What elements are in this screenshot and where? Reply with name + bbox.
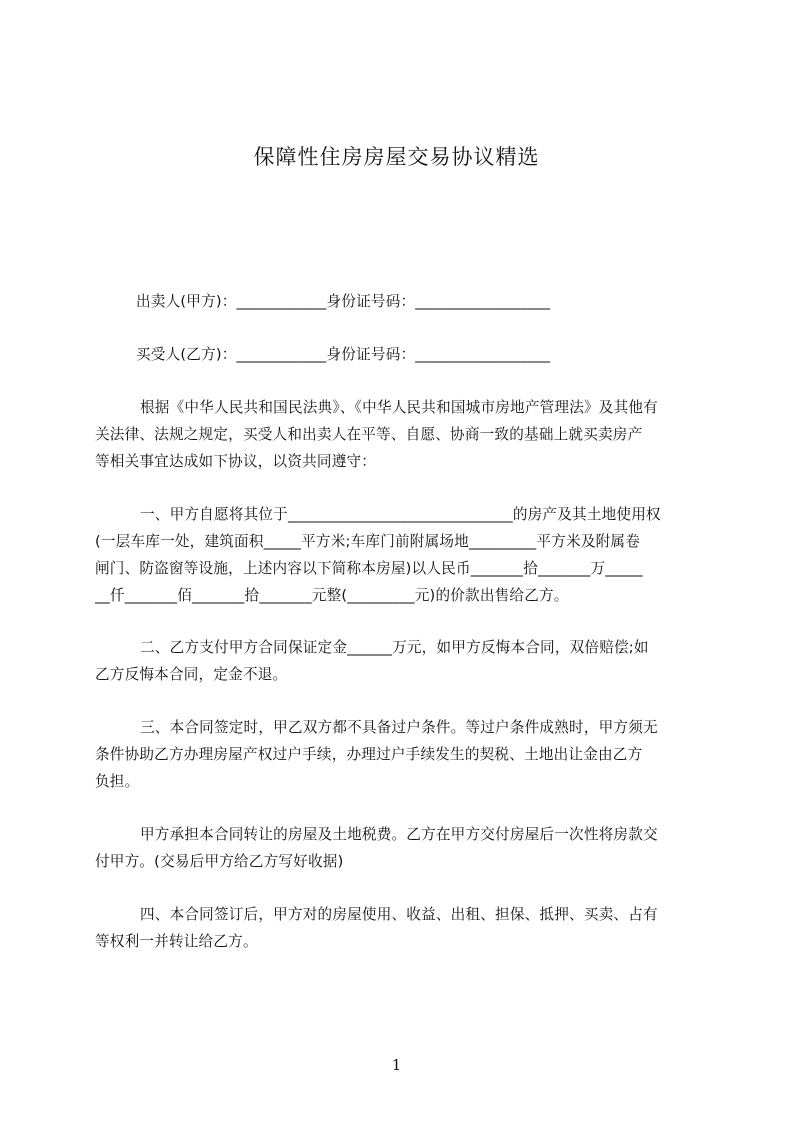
clause-2-line-2: 乙方反悔本合同，定金不退。 <box>95 666 288 683</box>
clause-2-line-1: 二、乙方支付甲方合同保证定金______万元，如甲方反悔本合同，双倍赔偿;如 <box>140 639 649 656</box>
clause-3-line-3: 负担。 <box>95 773 140 790</box>
preamble-line-2: 关法律、法规之规定，买受人和出卖人在平等、自愿、协商一致的基础上就买卖房产 <box>95 426 643 443</box>
clause-1-line-1: 一、甲方自愿将其位于______________________________的房产及其土地使用权 <box>140 506 661 523</box>
clause-3-line-1: 三、本合同签定时，甲乙双方都不具备过户条件。等过户条件成熟时，甲方须无 <box>140 719 658 736</box>
clause-1-line-3: 闸门、防盗窗等设施，上述内容以下简称本房屋)以人民币_______拾_______万_____ <box>95 560 643 577</box>
tax-clause-line-2: 付甲方。(交易后甲方给乙方写好收据) <box>95 853 344 870</box>
page-number: 1 <box>391 1056 402 1074</box>
preamble-line-1: 根据《中华人民共和国民法典》、《中华人民共和国城市房地产管理法》及其他有 <box>140 399 658 416</box>
tax-clause-line-1: 甲方承担本合同转让的房屋及土地税费。乙方在甲方交付房屋后一次性将房款交 <box>140 826 658 843</box>
clause-4-line-2: 等权利一并转让给乙方。 <box>95 933 258 950</box>
clause-1-line-4: __仟_______佰_______拾_______元整(_________元)的价款出售给乙方。 <box>95 587 569 604</box>
seller-line: 出卖人(甲方)：____________身份证号码：__________________ <box>136 293 551 310</box>
clause-3-line-2: 条件协助乙方办理房屋产权过户手续，办理过户手续发生的契税、土地出让金由乙方 <box>95 746 643 763</box>
preamble-line-3: 等相关事宜达成如下协议，以资共同遵守： <box>95 453 377 470</box>
clause-4-line-1: 四、本合同签订后，甲方对的房屋使用、收益、出租、担保、抵押、买卖、占有 <box>140 906 658 923</box>
document-title: 保障性住房房屋交易协议精选 <box>253 145 540 169</box>
buyer-line: 买受人(乙方)：____________身份证号码：__________________ <box>136 346 551 363</box>
clause-1-line-2: (一层车库一处，建筑面积_____平方米;车库门前附属场地_________平方米及附属卷 <box>95 533 640 550</box>
